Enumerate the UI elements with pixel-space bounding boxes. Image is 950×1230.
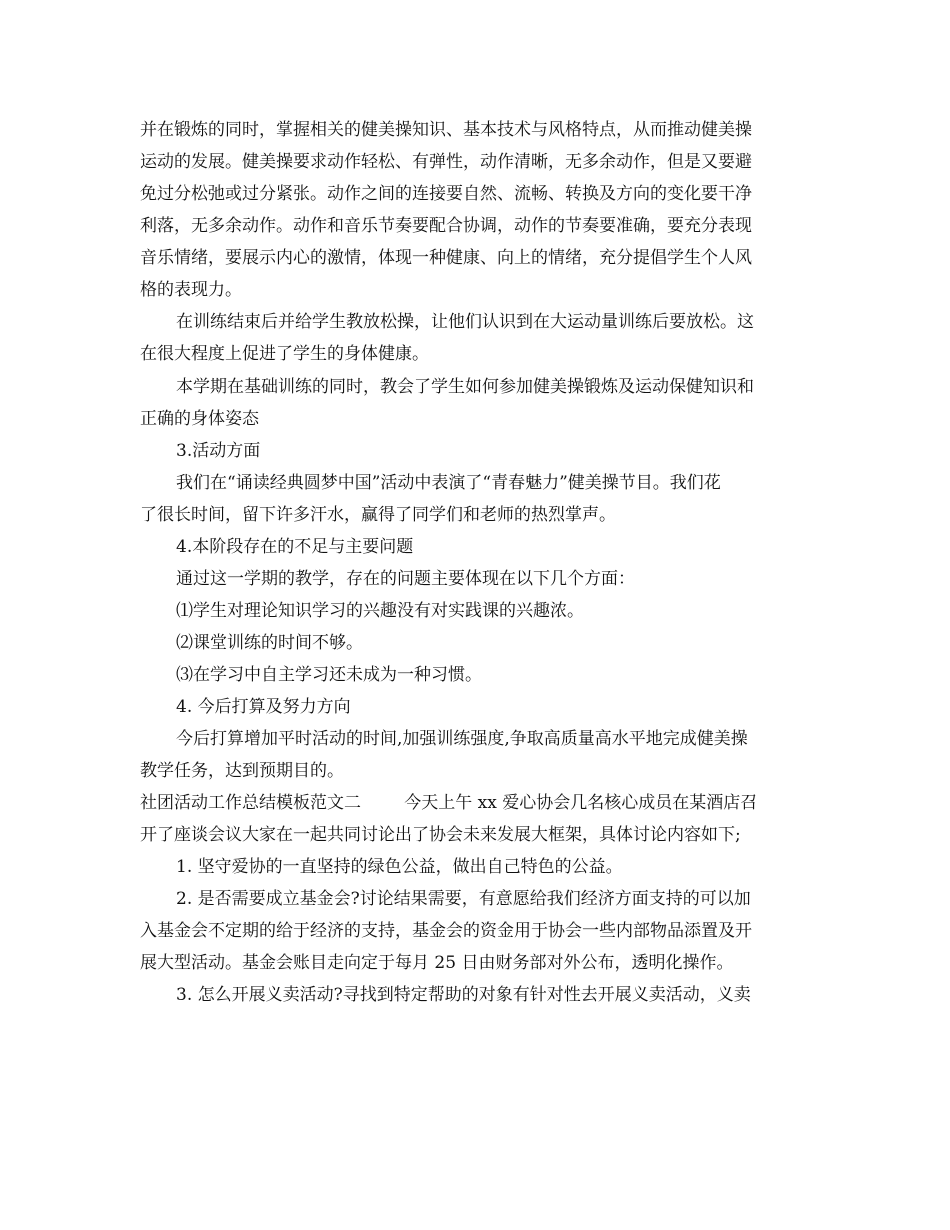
list-item: ⑴学生对理论知识学习的兴趣没有对实践课的兴趣浓。 xyxy=(176,601,584,621)
text-line: 我们在“诵读经典圆梦中国”活动中表演了“青春魅力”健美操节目。我们花 xyxy=(176,473,721,493)
text-line: 格的表现力。 xyxy=(140,280,242,300)
text-line: 在训练结束后并给学生教放松操，让他们认识到在大运动量训练后要放松。这 xyxy=(176,312,754,332)
text-line: 音乐情绪，要展示内心的激情，体现一种健康、向上的情绪，充分提倡学生个人风 xyxy=(140,248,752,268)
text-line: 入基金会不定期的给于经济的支持，基金会的资金用于协会一些内部物品添置及开 xyxy=(140,921,752,941)
text-line: 在很大程度上促进了学生的身体健康。 xyxy=(140,344,429,364)
text-line: 开了座谈会议大家在一起共同讨论出了协会未来发展大框架，具体讨论内容如下; xyxy=(140,825,741,845)
list-item: ⑵课堂训练的时间不够。 xyxy=(176,633,363,653)
text-line: 并在锻炼的同时，掌握相关的健美操知识、基本技术与风格特点，从而推动健美操 xyxy=(140,120,752,140)
section-heading: 3.活动方面 xyxy=(176,441,261,461)
text-line: 利落，无多余动作。动作和音乐节奏要配合协调，动作的节奏要准确，要充分表现 xyxy=(140,216,752,236)
list-item: 2. 是否需要成立基金会?讨论结果需要，有意愿给我们经济方面支持的可以加 xyxy=(176,889,751,909)
section-heading: 4.本阶段存在的不足与主要问题 xyxy=(176,537,414,557)
text-line: 展大型活动。基金会账目走向定于每月 25 日由财务部对外公布，透明化操作。 xyxy=(140,953,734,973)
text-line: 本学期在基础训练的同时，教会了学生如何参加健美操锻炼及运动保健知识和 xyxy=(176,377,754,397)
text-line: 了很长时间，留下许多汗水，赢得了同学们和老师的热烈掌声。 xyxy=(140,505,616,525)
text-line: 今后打算增加平时活动的时间,加强训练强度,争取高质量高水平地完成健美操 xyxy=(176,729,748,749)
list-item: ⑶在学习中自主学习还未成为一种习惯。 xyxy=(176,665,482,685)
article-title-line: 社团活动工作总结模板范文二 今天上午 xx 爱心协会几名核心成员在某酒店召 xyxy=(140,793,758,813)
text-line: 通过这一学期的教学，存在的问题主要体现在以下几个方面： xyxy=(176,569,635,589)
text-line: 教学任务，达到预期目的。 xyxy=(140,761,344,781)
section-heading: 4. 今后打算及努力方向 xyxy=(176,697,351,717)
list-item: 1. 坚守爱协的一直坚持的绿色公益，做出自己特色的公益。 xyxy=(176,857,623,877)
list-item: 3. 怎么开展义卖活动?寻找到特定帮助的对象有针对性去开展义卖活动，义卖 xyxy=(176,985,751,1005)
text-line: 正确的身体姿态 xyxy=(140,409,259,429)
text-line: 免过分松弛或过分紧张。动作之间的连接要自然、流畅、转换及方向的变化要干净 xyxy=(140,184,752,204)
text-line: 运动的发展。健美操要求动作轻松、有弹性，动作清晰，无多余动作，但是又要避 xyxy=(140,152,752,172)
